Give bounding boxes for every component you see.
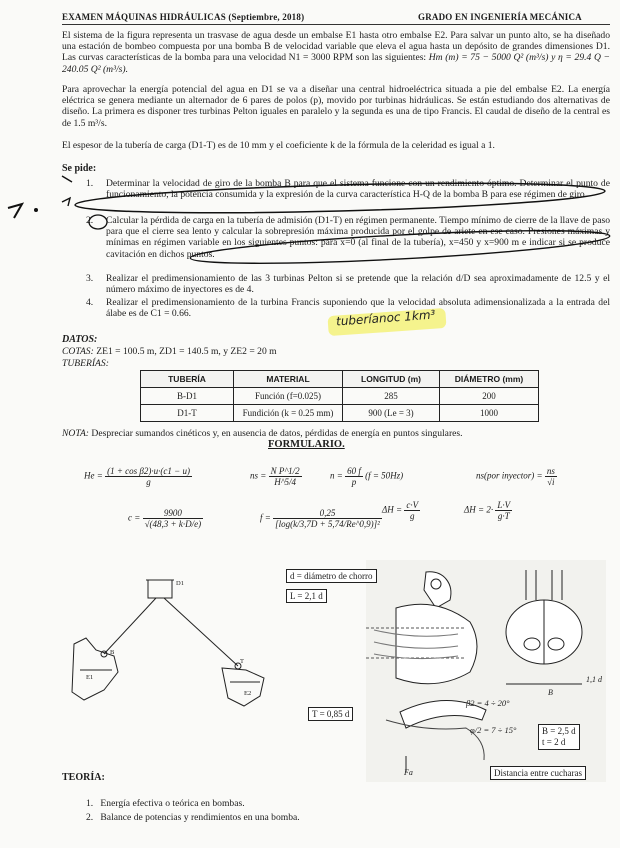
table-row — [141, 405, 539, 422]
formula-colebrook — [128, 508, 203, 529]
table-cell: 900 (Le = 3) — [343, 405, 440, 422]
teoria-heading: TEORÍA: — [62, 772, 105, 783]
label-b-dim: B — [548, 688, 553, 697]
se-pide-heading: Se pide: — [62, 163, 97, 174]
theory-item-2 — [86, 812, 300, 823]
formula-c-denominator: √(48,3 + k·D/e) — [144, 519, 202, 529]
theory-item-number: 2. — [86, 812, 94, 823]
table-cell: Función (f=0.025) — [234, 388, 343, 405]
statement-text-1: El sistema de la figura representa un trasvase de agua desde un embalse E1 hasta otro embalse E2. Para salvar un punto alto, se ha diseñado una estación de bombeo compuesta por una bomba B de velocidad variable que eleva el agua hasta un depósito de grandes dimensiones D1. Las curvas características de la bomba para una velocidad N1 = 3000 RPM son las siguientes: — [62, 30, 610, 64]
table-cell: B-D1 — [141, 388, 234, 405]
column-header: DIÁMETRO (mm) — [440, 371, 539, 388]
label-l-length: L = 2,1 d — [286, 589, 327, 603]
reservoir-d1 — [148, 580, 172, 598]
label-bucket-spacing: Distancia entre cucharas — [490, 766, 586, 780]
formula-friction-factor — [260, 508, 382, 529]
formula-he-lhs: He = — [84, 470, 103, 481]
formulario-heading: FORMULARIO. — [268, 439, 345, 450]
formula-f-denominator: [log(k/3,7D + 5,74/Re^0,9)]² — [275, 519, 380, 529]
label-b-t-box — [538, 724, 580, 750]
statement-paragraph-2: Para aprovechar la energía potencial del agua en D1 se va a diseñar una central hidroeléctrica situada a pie del embalse E2. La energía eléctrica se genera mediante un alternador de 6 pares de polos (p), movido por turbinas hidráulicas. Se están estudiando dos alternativas de diseño. La primera es disponer tres turbinas Pelton iguales en paralelo y la segunda es una de tipo Francis. El caudal de diseño de la central es de 1.5 m³/s. — [62, 84, 610, 129]
cotas-values: ZE1 = 100.5 m, ZD1 = 140.5 m, y ZE2 = 20 m — [96, 346, 277, 357]
pipe-b-d1 — [104, 598, 156, 654]
label-e1: E1 — [86, 674, 94, 681]
formula-he-numerator: (1 + cos β2)·u·(c1 − u) — [107, 466, 190, 476]
statement-paragraph-1 — [62, 30, 610, 75]
pipes-table — [140, 370, 539, 422]
question-2-circle-mark — [190, 224, 611, 270]
tuberias-label: TUBERÍAS: — [62, 358, 109, 369]
handwritten-seven-mark — [8, 204, 22, 218]
theory-item-text: Energía efectiva o teórica en bombas. — [100, 798, 245, 809]
formula-euler-head — [84, 466, 192, 487]
formula-ns-numerator: N P^1/2 — [270, 466, 300, 476]
formula-n-note: (f = 50Hz) — [365, 470, 404, 481]
statement-paragraph-3: El espesor de la tubería de carga (D1-T) es de 10 mm y el coeficiente k de la fórmula de la celeridad es igual a 1. — [62, 140, 495, 151]
formula-dh2-lhs: ΔH = 2· — [464, 504, 494, 515]
question-4: Realizar el predimensionamiento de la turbina Francis suponiendo que la velocidad absoluta adimensionalizada a la entrada del álabe es de C1 = 0.66. — [106, 297, 610, 320]
column-header: LONGITUD (m) — [343, 371, 440, 388]
formula-dh1-denominator: g — [409, 511, 415, 521]
formula-ns-denominator: H^5/4 — [274, 477, 296, 487]
table-header-row — [141, 371, 539, 388]
formula-f-lhs: f = — [260, 512, 271, 523]
formula-dh1-lhs: ΔH = — [382, 504, 403, 515]
formula-ns-injectors — [476, 466, 557, 487]
installation-schematic — [60, 572, 280, 722]
nota-line — [62, 428, 463, 439]
label-b: B — [110, 649, 115, 656]
question-1-circle-mark — [75, 178, 605, 218]
exam-header-left: EXAMEN MÁQUINAS HIDRÁULICAS (Septiembre, 2018) — [62, 12, 305, 22]
formula-c-numerator: 9900 — [143, 508, 204, 519]
column-header: TUBERÍA — [141, 371, 234, 388]
formula-dh2-denominator: g·T — [497, 511, 510, 521]
handwritten-note: tuberíanoc 1km³ — [335, 307, 436, 329]
question-3: Realizar el predimensionamiento de las 3 turbinas Pelton si se pretende que la relación d/D sea aproximadamente de 12.5 y el número máximo de inyectores es de 4. — [106, 273, 610, 296]
question-2: Calcular la pérdida de carga en la tubería de admisión (D1-T) en régimen permanente. Tiempo mínimo de cierre de la llave de paso para que el cierre sea lento y calcular la sobrepresión máxima producida por el golpe de ariete en ese caso. Presiones máximas y mínimas en régimen variable en los siguientes puntos: para x=0 (al final de la tubería), x=450 y x=900 m e indicar si se produce cavitación en dichos puntos. — [106, 215, 610, 260]
question-1: Determinar la velocidad de giro de la bomba B para que el sistema funcione con un rendimiento óptimo. Determinar el punto de funcionamiento, la potencia consumida y la expresión de la curva característica H-Q de la bomba B para ese régimen de giro. — [106, 178, 610, 201]
formula-joukowsky — [382, 500, 420, 521]
formula-he-denominator: g — [146, 477, 151, 487]
nota-label: NOTA: — [62, 428, 90, 439]
reservoir-e1 — [72, 638, 118, 700]
pipe-d1-t — [164, 598, 238, 666]
formula-n-numerator: 60 f — [347, 466, 361, 476]
nota-text: Despreciar sumandos cinéticos y, en ausencia de datos, pérdidas de energía en puntos singulares. — [91, 428, 463, 439]
question-number-4: 4. — [86, 297, 94, 308]
question-2-number-circle — [89, 215, 107, 229]
header-rule — [62, 24, 610, 25]
pump-curves: Hm (m) = 75 − 5000 Q² (m³/s) y η = 29.4 Q − 240.05 Q² (m³/s). — [62, 52, 610, 75]
formula-ns-lhs: ns = — [250, 470, 267, 481]
table-cell: 1000 — [440, 405, 539, 422]
label-b-width: B = 2,5 d — [542, 726, 576, 736]
formula-f-numerator: 0,25 — [273, 508, 382, 519]
formula-n-denominator: p — [351, 477, 357, 487]
formula-michaud — [464, 500, 512, 521]
label-d1: D1 — [176, 580, 184, 587]
formula-nsi-denominator: √i — [547, 477, 555, 487]
exam-header-right: GRADO EN INGENIERÍA MECÁNICA — [418, 12, 582, 22]
formula-specific-speed — [250, 466, 302, 487]
label-1-1d: 1,1 d — [586, 675, 602, 684]
formula-rotational-speed — [330, 466, 403, 487]
table-cell: 200 — [440, 388, 539, 405]
column-header: MATERIAL — [234, 371, 343, 388]
table-cell: D1-T — [141, 405, 234, 422]
formula-c-lhs: c = — [128, 512, 141, 523]
cotas-label: COTAS: — [62, 346, 94, 357]
reservoir-e2 — [222, 668, 264, 706]
formula-dh2-numerator: L·V — [497, 500, 511, 510]
label-t: T — [240, 658, 244, 665]
formula-dh1-numerator: c·V — [406, 500, 419, 510]
formula-nsi-numerator: ns — [546, 466, 555, 476]
label-beta2: β2 = 4 ÷ 20° — [466, 698, 510, 708]
handwritten-dot — [34, 208, 38, 212]
cotas-line — [62, 346, 277, 357]
handwritten-arrow-marks — [62, 176, 72, 206]
table-cell: Fundición (k = 0.25 mm) — [234, 405, 343, 422]
handwritten-marks — [0, 150, 620, 330]
datos-heading: DATOS: — [62, 334, 98, 345]
question-number-1: 1. — [86, 178, 94, 189]
label-d-jet-diameter: d = diámetro de chorro — [286, 569, 377, 583]
label-e2: E2 — [244, 690, 252, 697]
formula-n-lhs: n = — [330, 470, 343, 481]
theory-item-text: Balance de potencias y rendimientos en una bomba. — [100, 812, 300, 823]
table-row — [141, 388, 539, 405]
formula-nsi-lhs: ns(por inyector) = — [476, 470, 543, 481]
theory-item-number: 1. — [86, 798, 94, 809]
label-t-thickness: T = 0,85 d — [308, 707, 353, 721]
label-phi: φ/2 = 7 ÷ 15° — [470, 725, 517, 735]
question-number-2: 2. — [86, 215, 94, 226]
question-number-3: 3. — [86, 273, 94, 284]
theory-item-1 — [86, 798, 245, 809]
label-fa: Fa — [404, 768, 413, 777]
label-t-wall: t = 2 d — [542, 737, 566, 747]
table-cell: 285 — [343, 388, 440, 405]
